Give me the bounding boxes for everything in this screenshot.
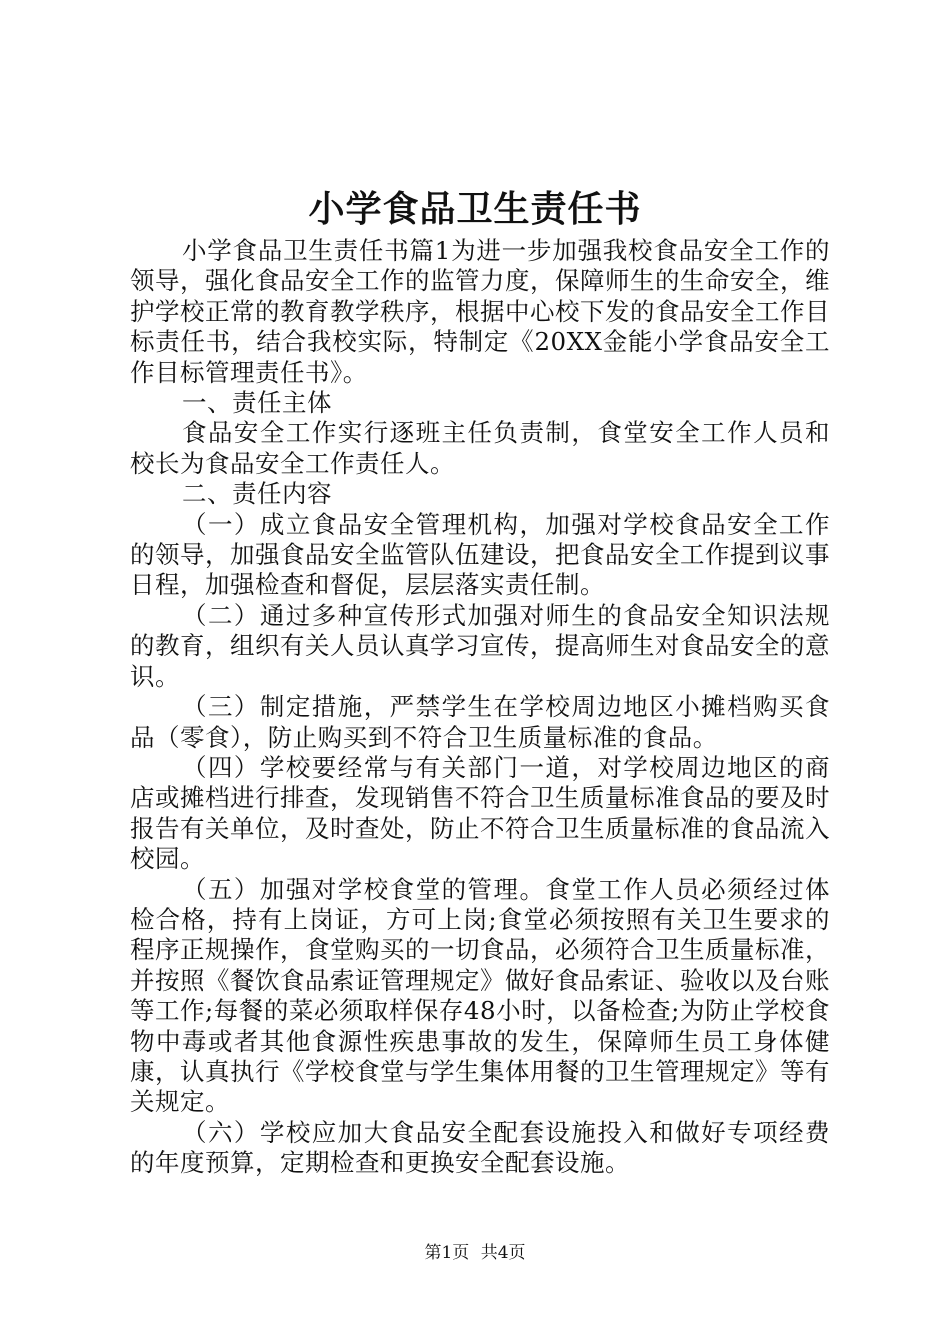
section-heading-responsibility-content: 二、责任内容 [182, 479, 332, 509]
responsibility-subject-paragraph: 食品安全工作实行逐班主任负责制，食堂安全工作人员和校长为食品安全工作责任人。 [130, 418, 830, 478]
page-total: 共4页 [480, 1243, 526, 1263]
item-6-paragraph: （六）学校应加大食品安全配套设施投入和做好专项经费的年度预算，定期检查和更换安全配套设施。 [130, 1117, 830, 1178]
page-footer [0, 1241, 950, 1265]
item-3-paragraph: （三）制定措施，严禁学生在学校周边地区小摊档购买食品（零食），防止购买到不符合卫生质量标准的食品。 [130, 692, 830, 752]
section-heading-responsibility-subject: 一、责任主体 [182, 388, 332, 418]
item-1-paragraph: （一）成立食品安全管理机构，加强对学校食品安全工作的领导，加强食品安全监管队伍建设，把食品安全工作提到议事日程，加强检查和督促，层层落实责任制。 [130, 509, 830, 600]
document-body [130, 236, 830, 1179]
item-2-paragraph: （二）通过多种宣传形式加强对师生的食品安全知识法规的教育，组织有关人员认真学习宣传，提高师生对食品安全的意识。 [130, 600, 830, 691]
intro-paragraph: 小学食品卫生责任书篇1为进一步加强我校食品安全工作的领导，强化食品安全工作的监管力度，保障师生的生命安全，维护学校正常的教育教学秩序，根据中心校下发的食品安全工作目标责任书，结合我校实际，特制定《20XX金能小学食品安全工作目标管理责任书》。 [130, 236, 830, 387]
item-4-paragraph: （四）学校要经常与有关部门一道，对学校周边地区的商店或摊档进行排查，发现销售不符合卫生质量标准食品的要及时报告有关单位，及时查处，防止不符合卫生质量标准的食品流入校园。 [130, 752, 830, 874]
page-number: 第1页 [424, 1243, 470, 1263]
item-5-paragraph: （五）加强对学校食堂的管理。食堂工作人员必须经过体检合格，持有上岗证，方可上岗;食堂必须按照有关卫生要求的程序正规操作，食堂购买的一切食品，必须符合卫生质量标准，并按照《餐饮食品索证管理规定》做好食品索证、验收以及台账等工作;每餐的菜必须取样保存48小时，以备检查;为防止学校食物中毒或者其他食源性疾患事故的发生，保障师生员工身体健康，认真执行《学校食堂与学生集体用餐的卫生管理规定》等有关规定。 [130, 874, 830, 1117]
document-title: 小学食品卫生责任书 [308, 188, 642, 230]
